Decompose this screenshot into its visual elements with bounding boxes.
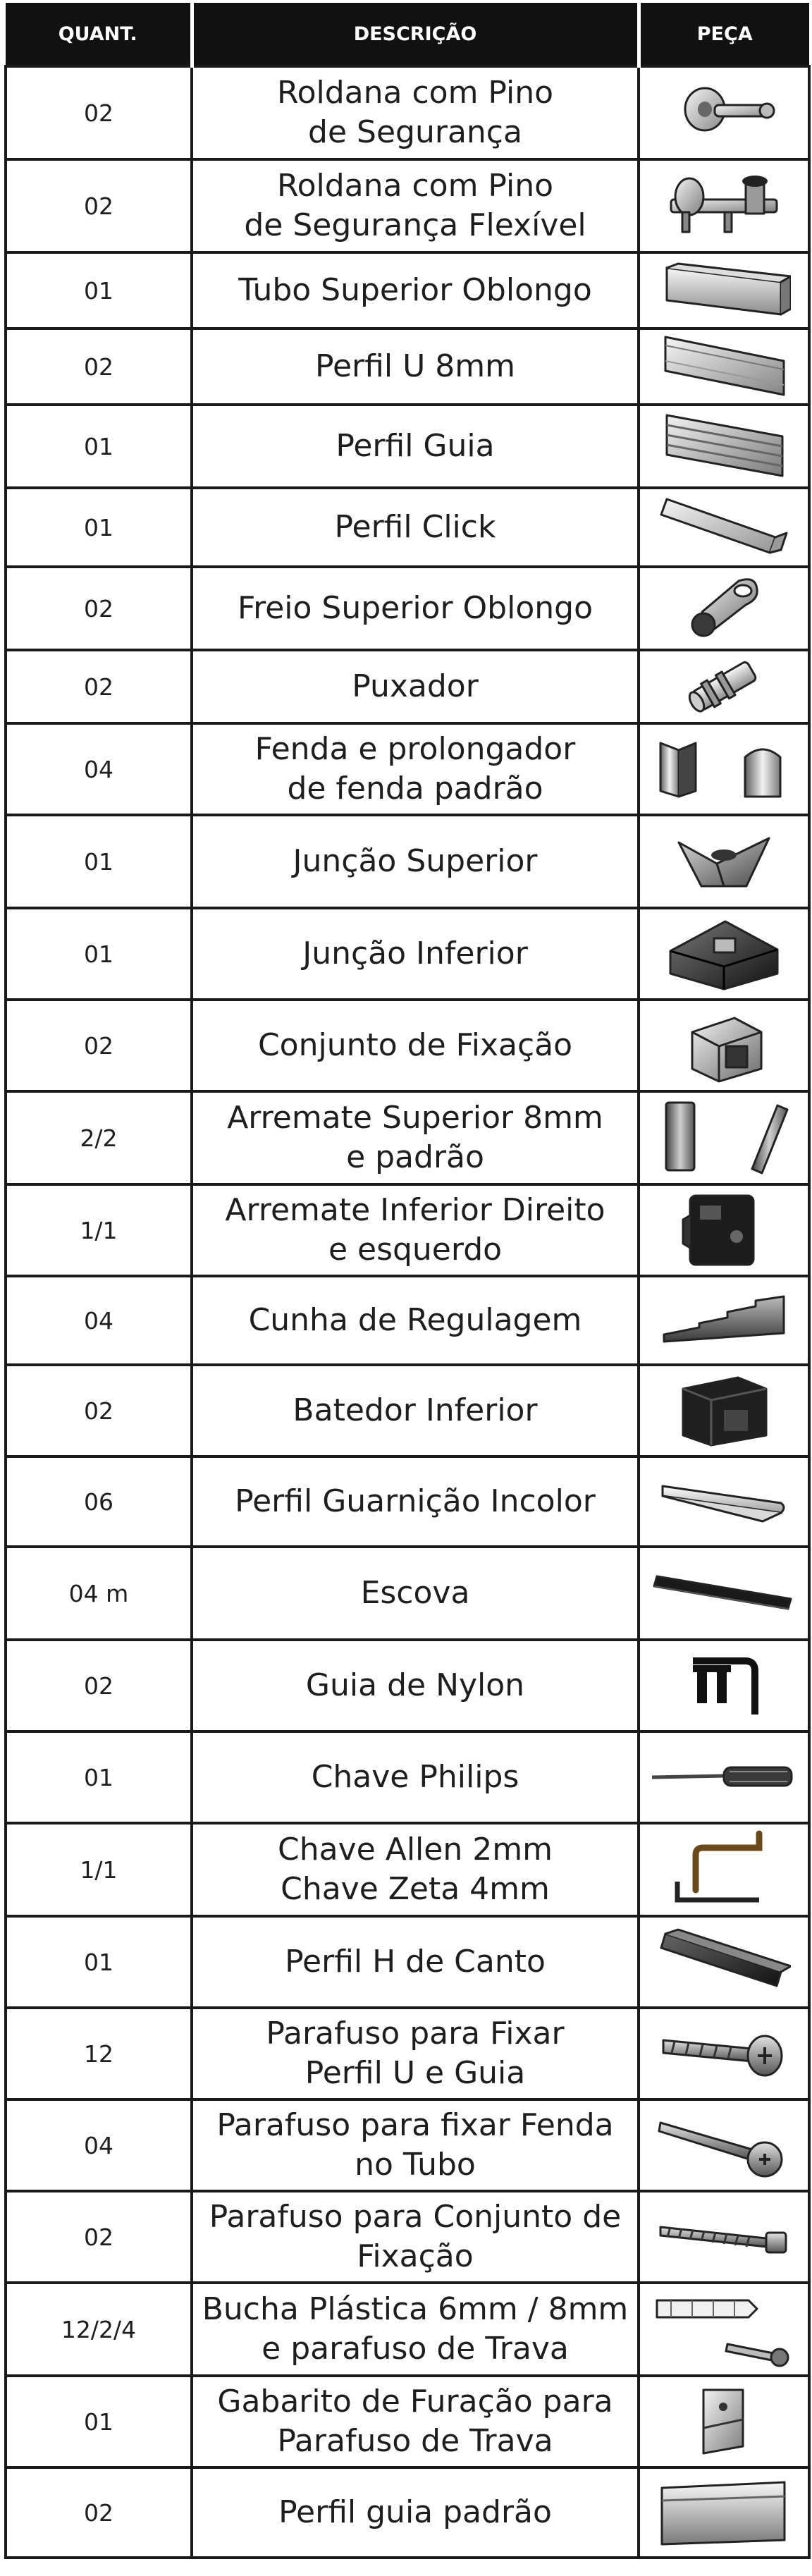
quantity-cell: 01 (6, 908, 192, 1000)
part-image-cell (639, 2467, 809, 2558)
description-cell (192, 159, 639, 252)
description-line-2: Parafuso de Trava (277, 2423, 553, 2459)
description-line-2: no Tubo (355, 2147, 476, 2183)
table-row (6, 66, 809, 159)
part-image-cell (639, 2191, 809, 2283)
quantity-cell: 01 (6, 252, 192, 329)
description-line-1: Fenda e prolongador (254, 730, 576, 767)
description-cell (192, 1184, 639, 1276)
quantity-cell: 2/2 (6, 1091, 192, 1184)
part-image-cell (639, 723, 809, 815)
part-image-cell (639, 2099, 809, 2191)
description-line-1: Perfil H de Canto (285, 1943, 546, 1980)
part-image-cell (639, 1547, 809, 1640)
table-row (6, 252, 809, 329)
table-row (6, 1823, 809, 1916)
h-profile-icon (640, 1925, 808, 1999)
standard-guide-icon (640, 2472, 808, 2553)
description-line-1: Perfil U 8mm (315, 348, 515, 384)
description-line-1: Guia de Nylon (305, 1667, 525, 1703)
part-header: PEÇA (639, 3, 809, 66)
part-image-cell (639, 1184, 809, 1276)
table-row (6, 1000, 809, 1091)
part-image-cell (639, 1276, 809, 1365)
quantity-cell: 02 (6, 1365, 192, 1456)
description-line-1: Conjunto de Fixação (257, 1026, 573, 1063)
description-header: DESCRIÇÃO (192, 3, 639, 66)
description-line-2: Perfil U e Guia (304, 2055, 526, 2091)
part-image-cell (639, 66, 809, 159)
quantity-cell: 02 (6, 159, 192, 252)
description-line-1: Escova (360, 1574, 470, 1611)
part-image-cell (639, 488, 809, 567)
description-cell (192, 2008, 639, 2099)
description-line-1: Batedor Inferior (293, 1392, 538, 1428)
parts-table (4, 3, 811, 2576)
table-row (6, 1640, 809, 1731)
description-line-2: Chave Zeta 4mm (281, 1871, 550, 1907)
quantity-cell: 12/2/4 (6, 2283, 192, 2376)
part-image-cell (639, 1091, 809, 1184)
table-row (6, 650, 809, 723)
u-profile-icon (640, 330, 808, 403)
quantity-cell: 02 (6, 2467, 192, 2558)
description-line-1: Gabarito de Furação para (217, 2383, 613, 2419)
bottom-spacer (639, 2558, 809, 2576)
description-cell (192, 1456, 639, 1547)
quantity-cell: 01 (6, 405, 192, 488)
part-image-cell (639, 252, 809, 329)
table-row (6, 405, 809, 488)
quantity-cell: 02 (6, 1000, 192, 1091)
parts-table-body (6, 66, 809, 2576)
table-row (6, 1365, 809, 1456)
description-line-1: Perfil Guarnição Incolor (235, 1483, 596, 1519)
part-image-cell (639, 1823, 809, 1916)
description-cell (192, 405, 639, 488)
description-cell (192, 1731, 639, 1823)
table-row (6, 1456, 809, 1547)
description-cell (192, 723, 639, 815)
bumper-icon (640, 1368, 808, 1454)
part-image-cell (639, 567, 809, 650)
part-image-cell (639, 2008, 809, 2099)
table-row (6, 2376, 809, 2467)
part-image-cell (639, 2283, 809, 2376)
part-image-cell (639, 1000, 809, 1091)
slot-extender-icon (640, 729, 808, 809)
description-line-1: Roldana com Pino (276, 167, 554, 204)
description-cell (192, 2376, 639, 2467)
oblong-tube-icon (640, 255, 808, 326)
guide-profile-icon (640, 408, 808, 484)
quantity-cell: 02 (6, 567, 192, 650)
part-image-cell (639, 405, 809, 488)
description-cell (192, 2467, 639, 2558)
table-row (6, 1091, 809, 1184)
bottom-spacer (192, 2558, 639, 2576)
upper-joint-icon (640, 821, 808, 902)
description-cell (192, 1365, 639, 1456)
description-cell (192, 1091, 639, 1184)
part-image-cell (639, 1456, 809, 1547)
wedge-icon (640, 1291, 808, 1350)
description-line-1: Bucha Plástica 6mm / 8mm (202, 2290, 629, 2327)
part-image-cell (639, 908, 809, 1000)
quantity-cell: 01 (6, 815, 192, 908)
part-image-cell (639, 1731, 809, 1823)
quantity-cell: 01 (6, 2376, 192, 2467)
table-row (6, 2191, 809, 2283)
description-line-2: e padrão (346, 1139, 484, 1175)
quantity-cell: 04 m (6, 1547, 192, 1640)
description-cell (192, 567, 639, 650)
part-image-cell (639, 1916, 809, 2008)
table-row (6, 815, 809, 908)
allen-key-icon (640, 1827, 808, 1913)
table-row (6, 2283, 809, 2376)
description-line-1: Roldana com Pino (276, 74, 554, 111)
description-cell (192, 1640, 639, 1731)
part-image-cell (639, 650, 809, 723)
description-cell (192, 252, 639, 329)
quantity-header: QUANT. (6, 3, 192, 66)
part-image-cell (639, 815, 809, 908)
description-line-1: Perfil Guia (336, 427, 495, 464)
quantity-cell: 02 (6, 329, 192, 405)
quantity-cell: 01 (6, 1916, 192, 2008)
quantity-cell: 12 (6, 2008, 192, 2099)
description-line-1: Perfil guia padrão (278, 2494, 552, 2530)
description-cell (192, 1916, 639, 2008)
part-image-cell (639, 1365, 809, 1456)
description-line-1: Parafuso para fixar Fenda (216, 2106, 614, 2143)
description-cell (192, 2283, 639, 2376)
description-cell (192, 2191, 639, 2283)
quantity-cell: 02 (6, 1640, 192, 1731)
handle-icon (640, 651, 808, 722)
quantity-cell: 01 (6, 1731, 192, 1823)
part-image-cell (639, 1640, 809, 1731)
description-cell (192, 2099, 639, 2191)
description-line-1: Perfil Click (334, 508, 496, 545)
description-cell (192, 815, 639, 908)
description-line-2: de Segurança (308, 114, 522, 150)
description-cell (192, 329, 639, 405)
table-row (6, 1184, 809, 1276)
description-line-1: Parafuso para Conjunto de (209, 2198, 622, 2235)
description-line-1: Arremate Superior 8mm (227, 1099, 603, 1136)
table-row (6, 1276, 809, 1365)
lower-joint-icon (640, 910, 808, 998)
description-line-1: Freio Superior Oblongo (237, 589, 593, 626)
drill-template-icon (640, 2379, 808, 2465)
table-bottom-strip (6, 2558, 809, 2576)
table-row (6, 329, 809, 405)
quantity-cell: 04 (6, 1276, 192, 1365)
oblong-brake-icon (640, 568, 808, 649)
screw-icon (640, 2020, 808, 2087)
description-cell (192, 488, 639, 567)
description-cell (192, 650, 639, 723)
description-cell (192, 1547, 639, 1640)
description-cell (192, 1000, 639, 1091)
description-line-1: Chave Philips (311, 1758, 519, 1795)
table-row (6, 723, 809, 815)
quantity-cell: 01 (6, 488, 192, 567)
description-line-2: Fixação (357, 2238, 474, 2274)
description-line-2: e esquerdo (328, 1232, 503, 1268)
description-line-1: Arremate Inferior Direito (225, 1191, 605, 1228)
upper-trim-icon (640, 1096, 808, 1180)
gasket-profile-icon (640, 1472, 808, 1531)
description-cell (192, 66, 639, 159)
long-screw-icon (640, 2109, 808, 2182)
description-line-2: de Segurança Flexível (244, 207, 586, 243)
table-row (6, 2467, 809, 2558)
description-line-2: e parafuso de Trava (262, 2331, 569, 2367)
table-header-row (6, 3, 809, 66)
description-cell (192, 908, 639, 1000)
screwdriver-icon (640, 1755, 808, 1800)
quantity-cell: 06 (6, 1456, 192, 1547)
table-row (6, 159, 809, 252)
description-cell (192, 1823, 639, 1916)
click-profile-icon (640, 491, 808, 564)
quantity-cell: 02 (6, 650, 192, 723)
description-line-1: Parafuso para Fixar (266, 2015, 565, 2051)
table-row (6, 1916, 809, 2008)
brush-strip-icon (640, 1564, 808, 1623)
description-line-1: Puxador (352, 668, 479, 704)
table-row (6, 1731, 809, 1823)
wall-plug-icon (640, 2286, 808, 2372)
quantity-cell: 04 (6, 2099, 192, 2191)
table-row (6, 908, 809, 1000)
bottom-spacer (6, 2558, 192, 2576)
part-image-cell (639, 2376, 809, 2467)
description-line-1: Cunha de Regulagem (248, 1301, 582, 1338)
quantity-cell: 1/1 (6, 1823, 192, 1916)
description-line-1: Chave Allen 2mm (278, 1831, 553, 1867)
threaded-screw-icon (640, 2207, 808, 2267)
table-row (6, 2099, 809, 2191)
description-line-1: Junção Superior (293, 842, 538, 879)
quantity-cell: 1/1 (6, 1184, 192, 1276)
table-row (6, 488, 809, 567)
quantity-cell: 04 (6, 723, 192, 815)
table-row (6, 567, 809, 650)
description-line-1: Junção Inferior (302, 935, 528, 971)
table-row (6, 2008, 809, 2099)
table-row (6, 1547, 809, 1640)
description-line-2: de fenda padrão (287, 771, 543, 806)
pulley-pin-icon (640, 73, 808, 153)
description-line-1: Tubo Superior Oblongo (238, 271, 592, 308)
flexible-pulley-icon (640, 166, 808, 246)
part-image-cell (639, 329, 809, 405)
nylon-guide-icon (640, 1644, 808, 1727)
fixing-set-icon (640, 1004, 808, 1087)
lower-trim-icon (640, 1187, 808, 1273)
quantity-cell: 02 (6, 2191, 192, 2283)
part-image-cell (639, 159, 809, 252)
description-cell (192, 1276, 639, 1365)
quantity-cell: 02 (6, 66, 192, 159)
